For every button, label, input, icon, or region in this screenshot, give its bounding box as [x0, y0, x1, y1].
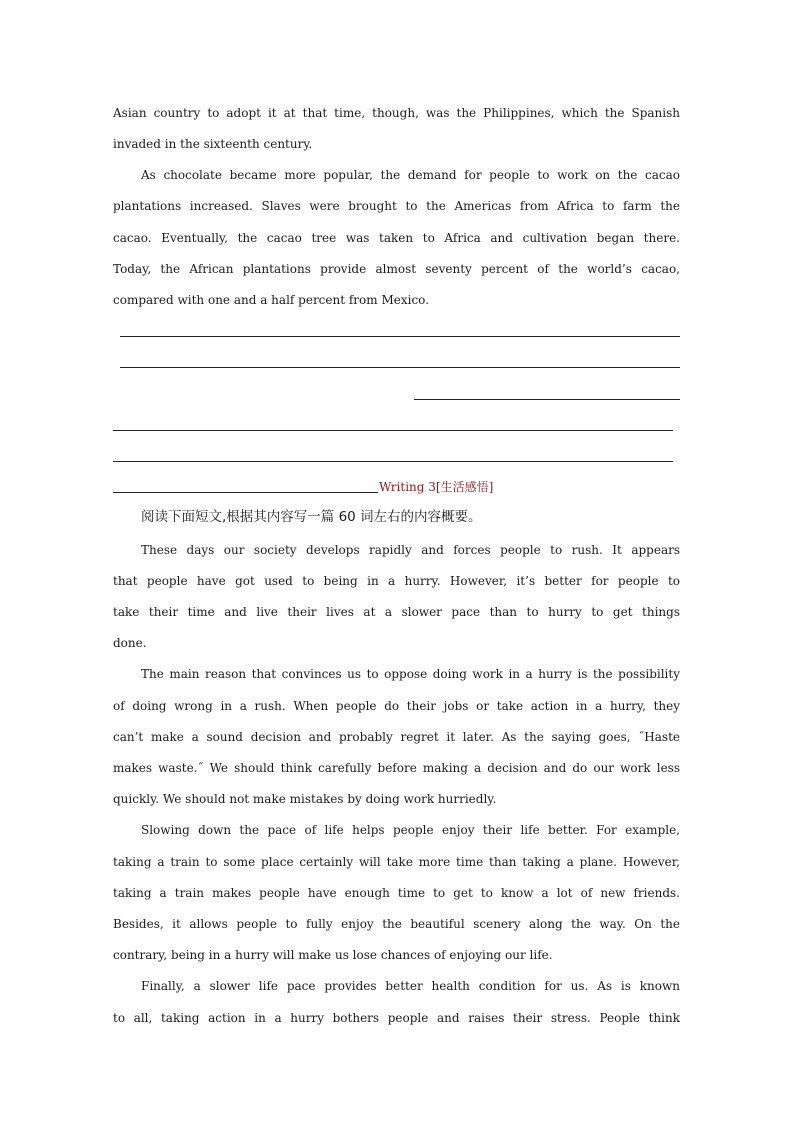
task-instruction: 阅读下面短文,根据其内容写一篇 60 词左右的内容概要。 [141, 509, 482, 525]
text-line: Today, the African plantations provide almost seventy percent of the world’s cacao, [113, 262, 680, 276]
text-line: done. [113, 636, 147, 650]
text-line: taking a train to some place certainly will take more time than taking a plane. However, [113, 855, 680, 869]
section-heading-row [113, 478, 680, 496]
text-line: As chocolate became more popular, the demand for people to work on the cacao [141, 168, 680, 182]
text-line: These days our society develops rapidly and forces people to rush. It appears [141, 543, 680, 557]
text-line: Finally, a slower life pace provides better health condition for us. As is known [141, 979, 680, 993]
answer-blank-line [414, 399, 680, 400]
answer-blank-line [120, 367, 680, 368]
answer-blank-line [113, 492, 378, 493]
text-line: to all, taking action in a hurry bothers people and raises their stress. People think [113, 1011, 680, 1025]
text-line: makes waste.˝ We should think carefully before making a decision and do our work less [113, 761, 680, 775]
text-line: invaded in the sixteenth century. [113, 137, 313, 151]
text-line: of doing wrong in a rush. When people do their jobs or take action in a hurry, they [113, 699, 680, 713]
text-line: The main reason that convinces us to oppose doing work in a hurry is the possibility [141, 667, 680, 681]
text-line: cacao. Eventually, the cacao tree was taken to Africa and cultivation began there. [113, 231, 680, 245]
text-line: can’t make a sound decision and probably regret it later. As the saying goes, ˝Haste [113, 730, 680, 744]
text-line: Asian country to adopt it at that time, though, was the Philippines, which the Spanish [113, 106, 680, 120]
text-line: plantations increased. Slaves were brought to the Americas from Africa to farm the [113, 199, 680, 213]
text-line: taking a train makes people have enough time to get to know a lot of new friends. [113, 886, 680, 900]
text-line: compared with one and a half percent from Mexico. [113, 293, 430, 307]
text-line: Slowing down the pace of life helps people enjoy their life better. For example, [141, 823, 680, 837]
section-heading: Writing 3[生活感悟] [379, 480, 494, 494]
text-line: Besides, it allows people to fully enjoy the beautiful scenery along the way. On the [113, 917, 680, 931]
text-line: take their time and live their lives at a slower pace than to hurry to get things [113, 605, 680, 619]
answer-blank-line [120, 336, 680, 337]
answer-blank-line [113, 461, 673, 462]
answer-blank-line [113, 430, 673, 431]
text-line: contrary, being in a hurry will make us lose chances of enjoying our life. [113, 948, 553, 962]
text-line: quickly. We should not make mistakes by doing work hurriedly. [113, 792, 497, 806]
text-line: that people have got used to being in a hurry. However, it’s better for people to [113, 574, 680, 588]
